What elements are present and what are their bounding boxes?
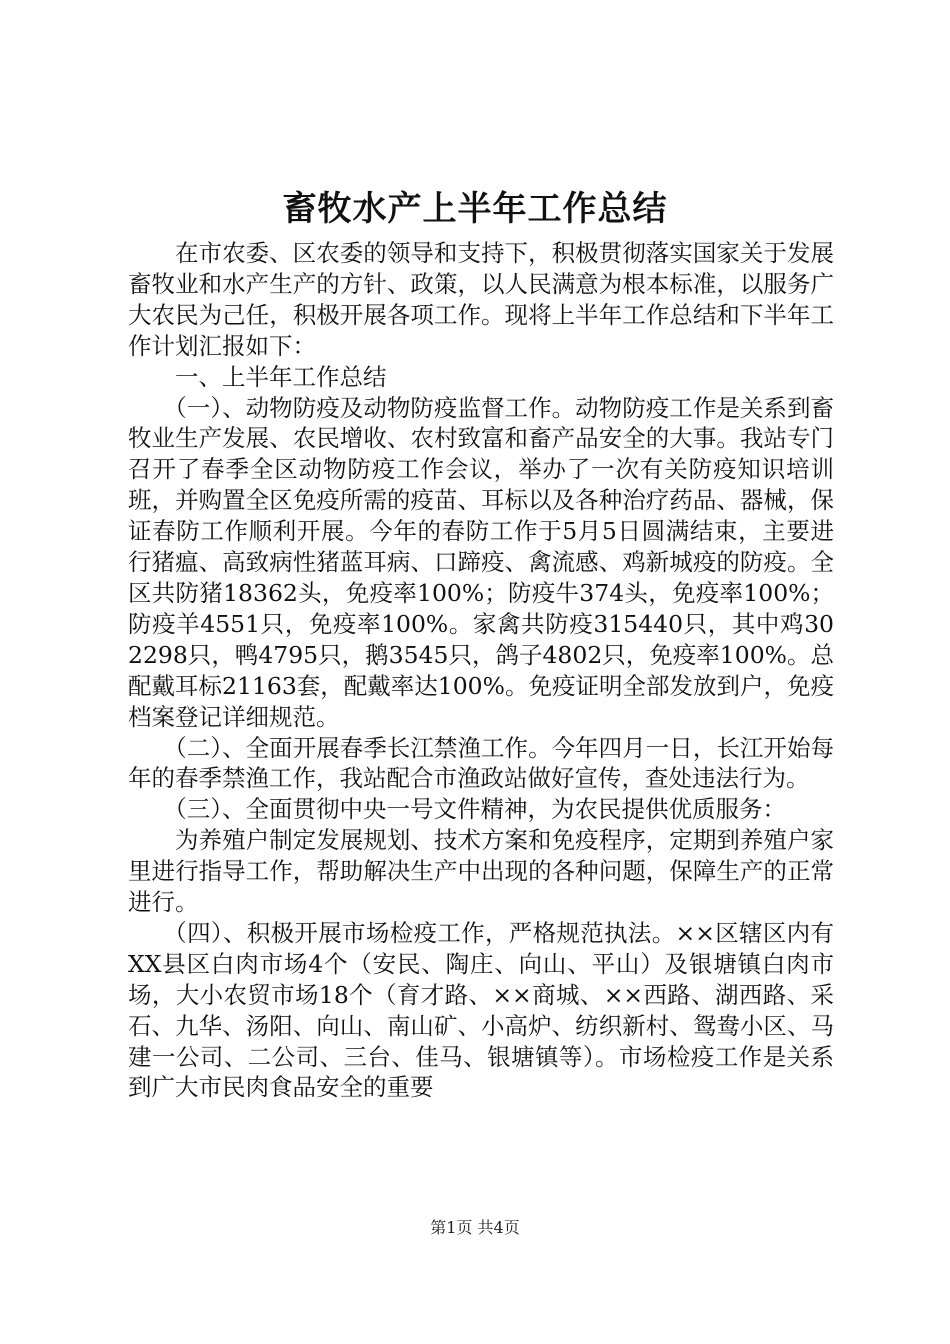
- document-body: [128, 238, 834, 1103]
- section-heading: 一、上半年工作总结: [175, 362, 387, 391]
- body-paragraph: （三）、全面贯彻中央一号文件精神，为农民提供优质服务：: [163, 795, 786, 824]
- body-paragraph: 为养殖户制定发展规划、技术方案和免疫程序，定期到养殖户家里进行指导工作，帮助解决生产中出现的各种问题，保障生产的正常进行。: [128, 826, 834, 917]
- body-paragraph: （二）、全面开展春季长江禁渔工作。今年四月一日，长江开始每年的春季禁渔工作，我站配合市渔政站做好宣传，查处违法行为。: [128, 733, 834, 793]
- page-number-footer: 第1页 共4页: [430, 1218, 520, 1237]
- document-title: 畜牧水产上半年工作总结: [282, 189, 668, 229]
- intro-paragraph: 在市农委、区农委的领导和支持下，积极贯彻落实国家关于发展畜牧业和水产生产的方针、政策，以人民满意为根本标准，以服务广大农民为己任，积极开展各项工作。现将上半年工作总结和下半年工作计划汇报如下：: [128, 239, 834, 360]
- body-paragraph: （四）、积极开展市场检疫工作，严格规范执法。××区辖区内有XX县区白肉市场4个（安民、陶庄、向山、平山）及银塘镇白肉市场，大小农贸市场18个（育才路、××商城、××西路、湖西路、采石、九华、汤阳、向山、南山矿、小高炉、纺织新村、鸳鸯小区、马建一公司、二公司、三台、佳马、银塘镇等）。市场检疫工作是关系到广大市民肉食品安全的重要: [128, 918, 834, 1102]
- body-paragraph: （一）、动物防疫及动物防疫监督工作。动物防疫工作是关系到畜牧业生产发展、农民增收、农村致富和畜产品安全的大事。我站专门召开了春季全区动物防疫工作会议，举办了一次有关防疫知识培训班，并购置全区免疫所需的疫苗、耳标以及各种治疗药品、器械，保证春防工作顺利开展。今年的春防工作于5月5日圆满结束，主要进行猪瘟、高致病性猪蓝耳病、口蹄疫、禽流感、鸡新城疫的防疫。全区共防猪18362头，免疫率100%；防疫牛374头，免疫率100%；防疫羊4551只，免疫率100%。家禽共防疫315440只，其中鸡302298只，鸭4795只，鹅3545只，鸽子4802只，免疫率100%。总配戴耳标21163套，配戴率达100%。免疫证明全部发放到户，免疫档案登记详细规范。: [128, 393, 834, 731]
